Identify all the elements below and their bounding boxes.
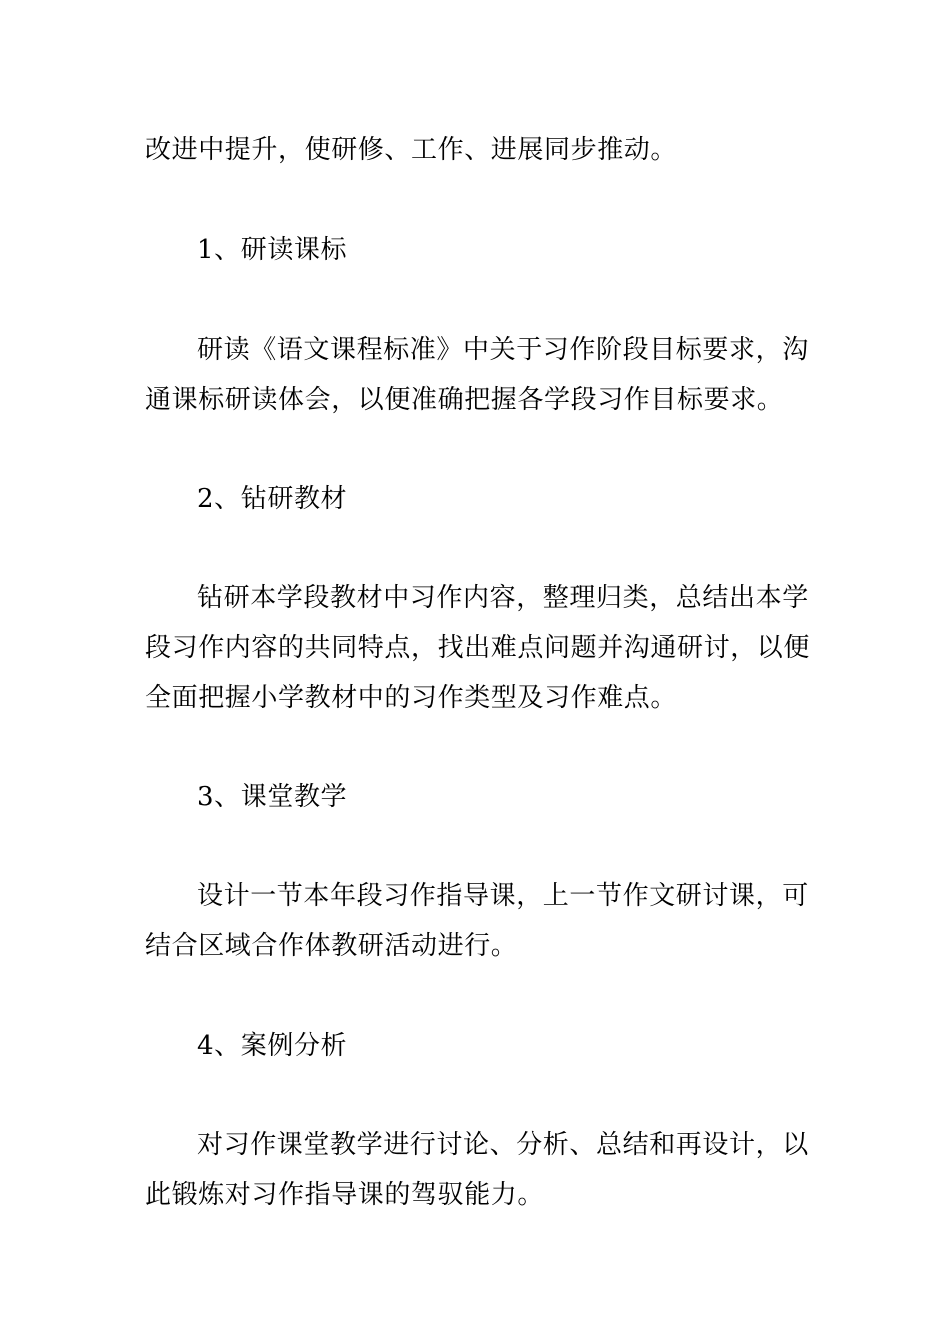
paragraph-line: 对习作课堂教学进行讨论、分析、总结和再设计，以 xyxy=(197,1130,809,1160)
paragraph-line: 此锻炼对习作指导课的驾驭能力。 xyxy=(145,1180,545,1210)
paragraph-line: 段习作内容的共同特点，找出难点问题并沟通研讨，以便 xyxy=(145,633,811,663)
paragraph-line: 研读《语文课程标准》中关于习作阶段目标要求，沟 xyxy=(197,335,809,365)
paragraph-line: 通课标研读体会，以便准确把握各学段习作目标要求。 xyxy=(145,385,784,415)
section-heading: 4、案例分析 xyxy=(197,1031,348,1061)
paragraph-line: 改进中提升，使研修、工作、进展同步推动。 xyxy=(145,135,678,165)
section-heading: 1、研读课标 xyxy=(197,235,348,265)
paragraph-line: 全面把握小学教材中的习作类型及习作难点。 xyxy=(145,683,678,713)
paragraph-line: 结合区域合作体教研活动进行。 xyxy=(145,931,518,961)
paragraph-line: 设计一节本年段习作指导课，上一节作文研讨课，可 xyxy=(197,881,809,911)
section-heading: 3、课堂教学 xyxy=(197,782,348,812)
section-heading: 2、钻研教材 xyxy=(197,484,348,514)
paragraph-line: 钻研本学段教材中习作内容，整理归类，总结出本学 xyxy=(197,583,809,613)
